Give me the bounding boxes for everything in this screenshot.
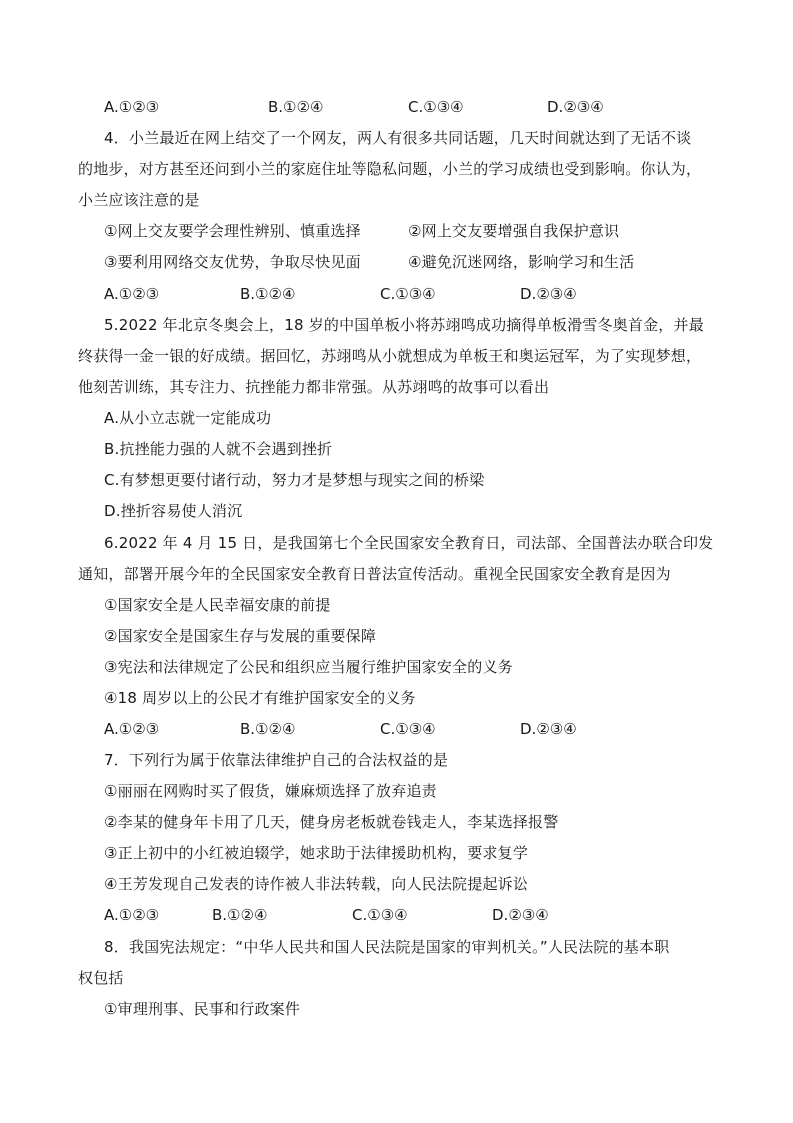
- q7-option-b: B.①②④: [212, 906, 268, 924]
- q6-item-4: ④18 周岁以上的公民才有维护国家安全的义务: [104, 689, 416, 707]
- q4-option-d: D.②③④: [520, 285, 577, 303]
- q5-option-c: C.有梦想更要付诸行动，努力才是梦想与现实之间的桥梁: [104, 471, 485, 489]
- q8-stem-line-1: 8．我国宪法规定：“中华人民共和国人民法院是国家的审判机关。”人民法院的基本职: [104, 938, 670, 956]
- q5-option-d: D.挫折容易使人消沉: [104, 502, 243, 520]
- q6-option-a: A.①②③: [104, 720, 160, 738]
- q7-item-3: ③正上初中的小红被迫辍学，她求助于法律援助机构，要求复学: [104, 844, 529, 862]
- q5-stem-line-1: 5.2022 年北京冬奥会上，18 岁的中国单板小将苏翊鸣成功摘得单板滑雪冬奥首金，并最: [104, 316, 704, 334]
- q6-stem-line-1: 6.2022 年 4 月 15 日，是我国第七个全民国家安全教育日，司法部、全国普法办联合印发: [104, 534, 714, 552]
- q4-item-3: ③要利用网络交友优势，争取尽快见面: [104, 253, 361, 271]
- q6-item-2: ②国家安全是国家生存与发展的重要保障: [104, 627, 377, 645]
- q6-stem-line-2: 通知，部署开展今年的全民国家安全教育日普法宣传活动。重视全民国家安全教育是因为: [78, 565, 671, 583]
- q7-item-4: ④王芳发现自己发表的诗作被人非法转载，向人民法院提起诉讼: [104, 875, 529, 893]
- q8-stem-line-2: 权包括: [78, 969, 124, 987]
- q5-stem-line-3: 他刻苦训练，其专注力、抗挫能力都非常强。从苏翊鸣的故事可以看出: [78, 378, 550, 396]
- q4-option-b: B.①②④: [240, 285, 296, 303]
- q6-item-3: ③宪法和法律规定了公民和组织应当履行维护国家安全的义务: [104, 658, 513, 676]
- q5-stem-line-2: 终获得一金一银的好成绩。据回忆，苏翊鸣从小就想成为单板王和奥运冠军，为了实现梦想，: [78, 347, 702, 365]
- q4-option-a: A.①②③: [104, 285, 160, 303]
- q8-item-1: ①审理刑事、民事和行政案件: [104, 1000, 301, 1018]
- q7-option-a: A.①②③: [104, 906, 160, 924]
- q6-option-c: C.①③④: [380, 720, 436, 738]
- q3-option-c: C.①③④: [408, 98, 464, 116]
- q4-item-4: ④避免沉迷网络，影响学习和生活: [408, 253, 635, 271]
- q4-item-1: ①网上交友要学会理性辨别、慎重选择: [104, 222, 361, 240]
- q5-option-b: B.抗挫能力强的人就不会遇到挫折: [104, 440, 333, 458]
- q7-option-d: D.②③④: [492, 906, 549, 924]
- q3-option-d: D.②③④: [547, 98, 604, 116]
- q7-item-2: ②李某的健身年卡用了几天，健身房老板就卷钱走人，李某选择报警: [104, 813, 559, 831]
- q6-item-1: ①国家安全是人民幸福安康的前提: [104, 596, 331, 614]
- q6-option-d: D.②③④: [520, 720, 577, 738]
- q4-option-c: C.①③④: [380, 285, 436, 303]
- q4-stem-line-1: 4．小兰最近在网上结交了一个网友，两人有很多共同话题，几天时间就达到了无话不谈: [104, 129, 692, 147]
- q3-option-b: B.①②④: [268, 98, 324, 116]
- q7-option-c: C.①③④: [352, 906, 408, 924]
- q4-stem-line-3: 小兰应该注意的是: [78, 191, 200, 209]
- q6-option-b: B.①②④: [240, 720, 296, 738]
- q4-stem-line-2: 的地步，对方甚至还问到小兰的家庭住址等隐私问题，小兰的学习成绩也受到影响。你认为，: [78, 160, 702, 178]
- q3-option-a: A.①②③: [104, 98, 160, 116]
- q5-option-a: A.从小立志就一定能成功: [104, 409, 272, 427]
- q7-item-1: ①丽丽在网购时买了假货，嫌麻烦选择了放弃追责: [104, 782, 437, 800]
- q7-stem-line-1: 7．下列行为属于依靠法律维护自己的合法权益的是: [104, 751, 449, 769]
- q4-item-2: ②网上交友要增强自我保护意识: [408, 222, 620, 240]
